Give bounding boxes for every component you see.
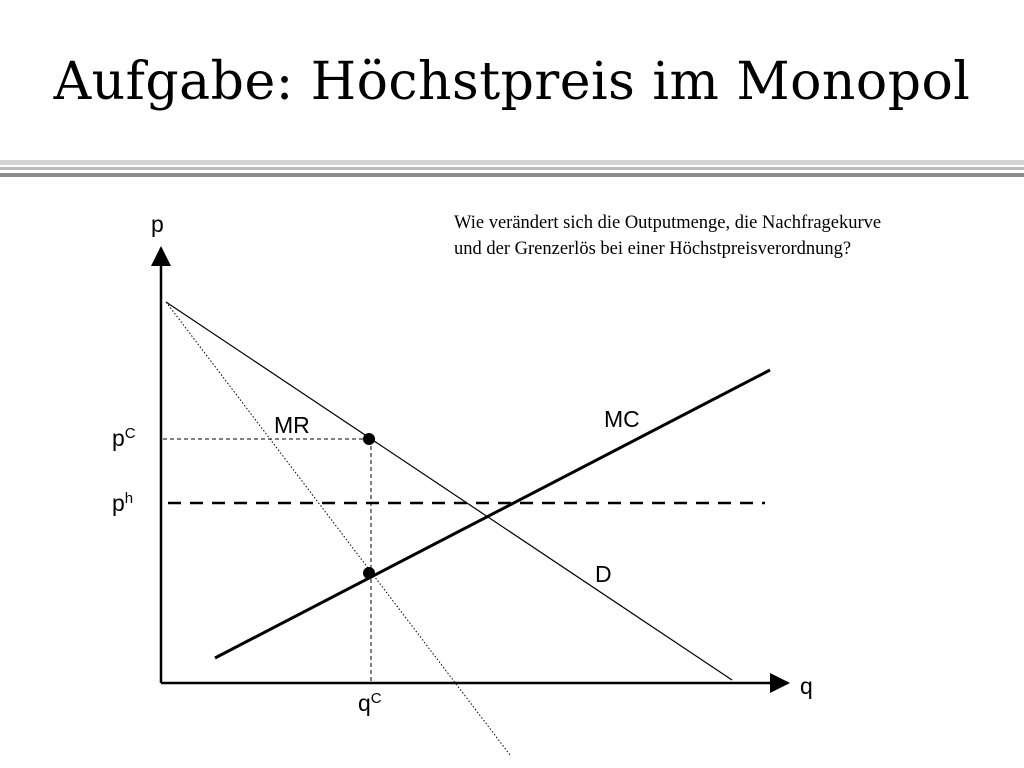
qc-label: $q^C$ [358,690,382,716]
mr-label: MR [274,412,310,438]
pc-label: $p^C$ [112,425,136,451]
slide-title: Aufgabe: Höchstpreis im Monopol [53,52,971,112]
mr-mc-intersection-point [363,567,375,579]
monopoly-point [363,433,375,445]
marginal-revenue-curve [166,302,510,755]
question-text: Wie verändert sich die Outputmenge, die Nachfragekurve und der Grenzerlös bei einer Höchstpreisverordnung? [454,213,882,259]
p-axis-label: p [151,211,164,237]
d-label: D [595,561,612,587]
ph-label: $p^h$ [112,490,134,516]
mc-label: MC [604,406,640,432]
q-axis-label: q [800,673,813,699]
demand-curve [166,302,732,680]
